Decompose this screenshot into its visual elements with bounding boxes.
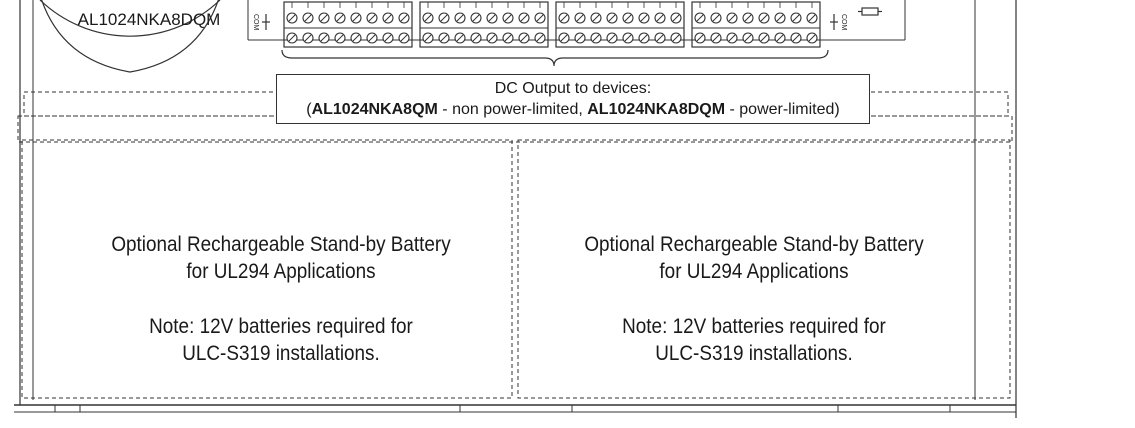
battery-left-note: Note: 12V batteries required for [149,315,413,338]
battery-left-note-2: ULC-S319 installations. [182,342,380,365]
callout-open-paren: ( [306,101,312,118]
fuse-symbol [862,8,878,15]
callout-title: DC Output to devices: [494,80,652,97]
battery-right-note-2: ULC-S319 installations. [655,342,853,365]
battery-left-text [56,231,506,367]
ground-symbol-left [262,14,270,30]
callout-detail [276,101,870,119]
battery-right-text [529,231,979,367]
model-label: AL1024NKA8DQM [77,10,221,29]
callout-sep-a: - non power-limited, [437,101,588,118]
callout-sep-b: - power-limited) [725,101,840,118]
com-label-right: COM [840,14,847,31]
battery-left-title: Optional Rechargeable Stand-by Battery [111,233,451,256]
com-label-left: COM [252,14,259,31]
battery-right-title: Optional Rechargeable Stand-by Battery [584,233,924,256]
callout-model-a: AL1024NKA8QM [311,101,438,118]
output-bracket [282,50,828,66]
battery-right-subtitle: for UL294 Applications [659,260,849,283]
battery-left-subtitle: for UL294 Applications [186,260,376,283]
battery-right-note: Note: 12V batteries required for [622,315,886,338]
ground-symbol-right [830,14,838,30]
callout-model-b: AL1024NKA8DQM [587,101,726,118]
base-ticks [55,405,950,412]
